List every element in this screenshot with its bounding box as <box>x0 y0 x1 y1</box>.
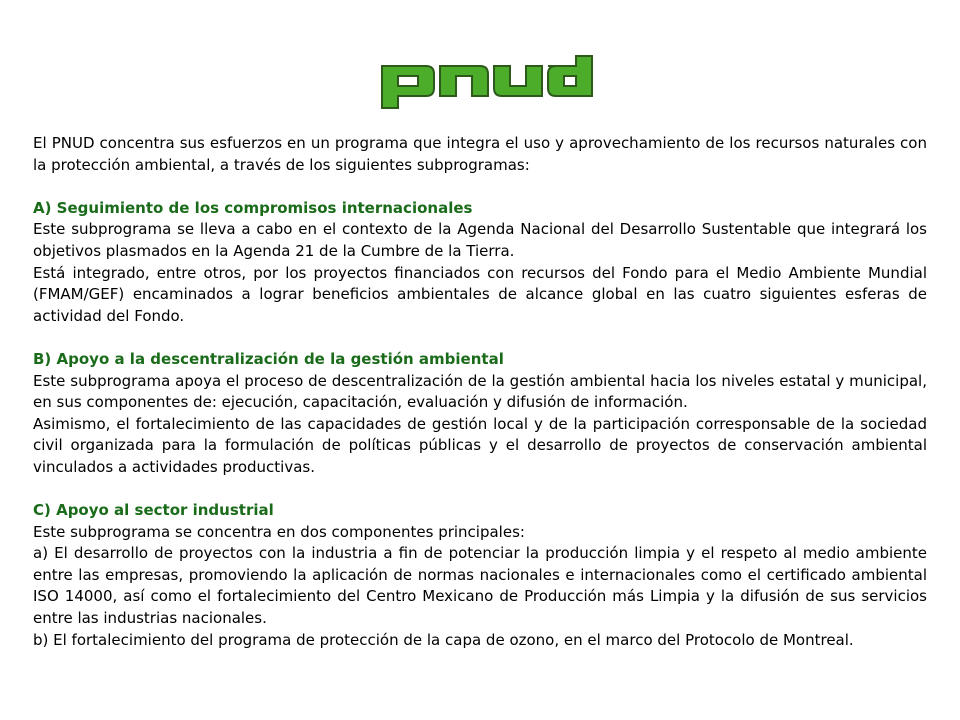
spacer <box>33 479 927 501</box>
pnud-logo-graphic <box>376 52 598 112</box>
section-a <box>33 198 927 328</box>
section-heading: B) Apoyo a la descentralización de la gestión ambiental <box>33 349 504 368</box>
intro-paragraph: El PNUD concentra sus esfuerzos en un programa que integra el uso y aprovechamiento de los recursos naturales con la protección ambiental, a través de los siguientes subprogramas: <box>33 134 927 174</box>
section-paragraph: Asimismo, el fortalecimiento de las capacidades de gestión local y de la participación corresponsable de la sociedad civil organizada para la formulación de políticas públicas y el desarrollo de proyectos de conservación ambiental vinculados a actividades productivas. <box>33 414 927 476</box>
section-paragraph: b) El fortalecimiento del programa de protección de la capa de ozono, en el marco del Protocolo de Montreal. <box>33 630 854 649</box>
section-paragraph: Este subprograma se lleva a cabo en el contexto de la Agenda Nacional del Desarrollo Sustentable que integrará los objetivos plasmados en la Agenda 21 de la Cumbre de la Tierra. <box>33 220 927 260</box>
section-heading: C) Apoyo al sector industrial <box>33 501 274 520</box>
section-paragraph: Este subprograma apoya el proceso de descentralización de la gestión ambiental hacia los niveles estatal y municipal, en sus componentes de: ejecución, capacitación, evaluación y difusión de información. <box>33 371 927 412</box>
section-paragraph: Está integrado, entre otros, por los proyectos financiados con recursos del Fondo para el Medio Ambiente Mundial (FMAM/GEF) encaminados a lograr beneficios ambientales de alcance global en las cuatro siguientes esferas de actividad del Fondo. <box>33 263 927 325</box>
section-paragraph: a) El desarrollo de proyectos con la industria a fin de potenciar la producción limpia y el respeto al medio ambiente entre las empresas, promoviendo la aplicación de normas nacionales e internacionales como el certificado ambiental ISO 14000, así como el fortalecimiento del Centro Mexicano de Producción más Limpia y la difusión de sus servicios entre las industrias nacionales. <box>33 544 927 628</box>
pnud-logo <box>376 52 598 112</box>
section-b <box>33 349 927 479</box>
document-body <box>33 133 927 651</box>
spacer <box>33 176 927 198</box>
spacer <box>33 327 927 349</box>
section-c <box>33 500 927 651</box>
section-heading: A) Seguimiento de los compromisos internacionales <box>33 198 473 217</box>
section-paragraph: Este subprograma se concentra en dos componentes principales: <box>33 522 525 541</box>
